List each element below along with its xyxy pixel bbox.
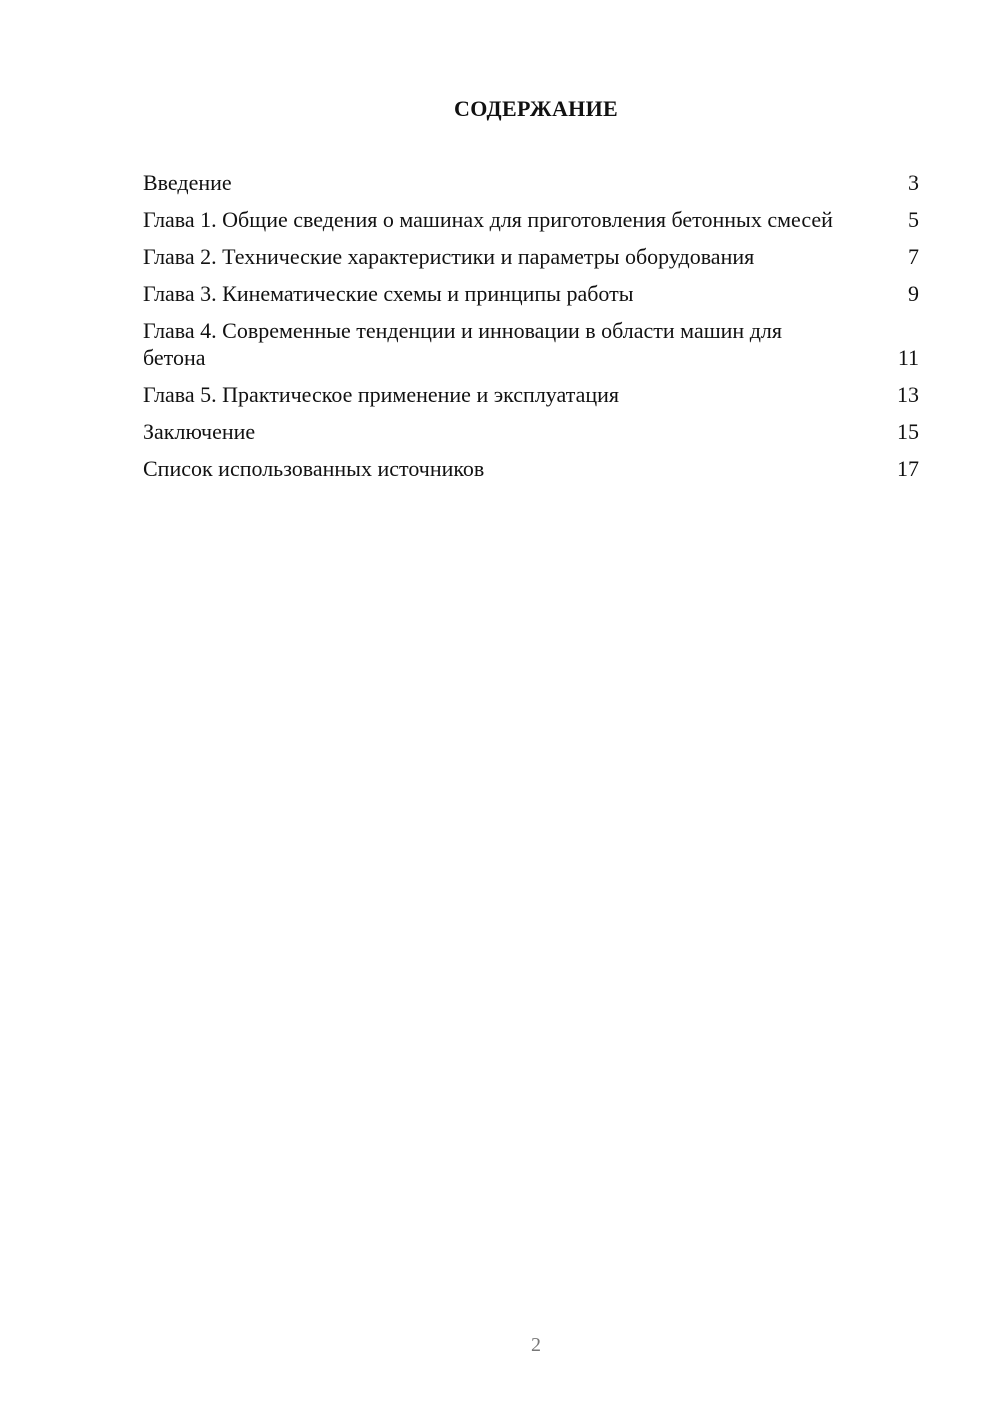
toc-entry-page: 17 bbox=[897, 455, 919, 481]
toc-entry-page: 5 bbox=[908, 207, 919, 232]
toc-entry-introduction bbox=[143, 170, 919, 197]
toc-entry-references bbox=[143, 456, 919, 483]
toc-entry-text: Заключение bbox=[143, 418, 256, 444]
toc-entry-text: Глава 4. Современные тенденции и инновации в области машин для бетона bbox=[143, 318, 782, 370]
toc-entry-chapter-3 bbox=[143, 281, 919, 308]
toc-entry-page: 7 bbox=[908, 244, 919, 269]
toc-entry-chapter-5 bbox=[143, 382, 919, 409]
toc-entry-page: 15 bbox=[897, 418, 919, 444]
toc-entry-chapter-1 bbox=[143, 207, 919, 234]
toc-entry-text: Глава 1. Общие сведения о машинах для приготовления бетонных смесей bbox=[143, 207, 833, 232]
toc-entry-chapter-2 bbox=[143, 244, 919, 271]
toc-entry-conclusion bbox=[143, 419, 919, 446]
toc-entry-text: Глава 3. Кинематические схемы и принципы работы bbox=[143, 281, 634, 306]
toc-entry-page: 3 bbox=[908, 170, 919, 195]
toc-entry-chapter-4 bbox=[143, 318, 919, 371]
toc-entry-text: Список использованных источников bbox=[143, 455, 485, 481]
toc-entry-text: Глава 5. Практическое применение и эксплуатация bbox=[143, 381, 620, 407]
table-of-contents bbox=[143, 170, 919, 493]
toc-entry-page: 11 bbox=[897, 344, 919, 370]
toc-entry-text: Глава 2. Технические характеристики и параметры оборудования bbox=[143, 244, 755, 269]
page-number: 2 bbox=[531, 1334, 541, 1356]
toc-entry-page: 9 bbox=[908, 281, 919, 306]
toc-entry-page: 13 bbox=[897, 381, 919, 407]
toc-entry-text: Введение bbox=[143, 170, 232, 195]
toc-title: СОДЕРЖАНИЕ bbox=[454, 96, 618, 121]
